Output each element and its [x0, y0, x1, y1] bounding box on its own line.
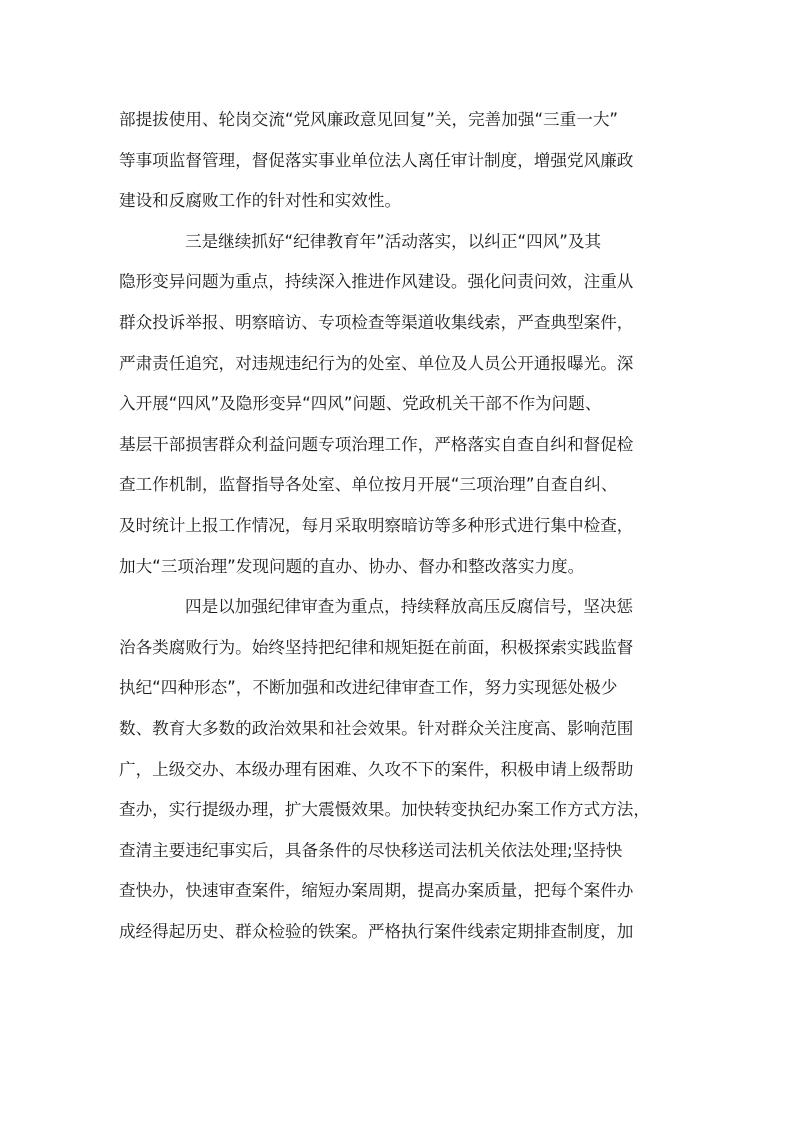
text-line: 部提拔使用、轮岗交流“党风廉政意见回复”关，完善加强“三重一大”: [119, 110, 619, 129]
text-line: 查工作机制，监督指导各处室、单位按月开展“三项治理”自查自纠、: [119, 475, 618, 495]
text-line: 查快办，快速审查案件，缩短办案周期，提高办案质量，把每个案件办: [119, 881, 634, 901]
document-body: [119, 100, 679, 952]
text-line: 数、教育大多数的政治效果和社会效果。针对群众关注度高、影响范围: [119, 718, 634, 738]
text-line: 执纪“四种形态”，不断加强和改进纪律审查工作，努力实现惩处极少: [119, 678, 618, 698]
paragraph-point-four: [119, 587, 679, 952]
text-line: 入开展“四风”及隐形变异“四风”问题、党政机关干部不作为问题、: [119, 394, 602, 414]
text-line: 治各类腐败行为。始终坚持把纪律和规矩挺在前面，积极探索实践监督: [119, 637, 634, 657]
text-line: 等事项监督管理，督促落实事业单位法人离任审计制度，增强党风廉政: [119, 150, 634, 170]
text-line: 群众投诉举报、明察暗访、专项检查等渠道收集线索，严查典型案件，: [119, 312, 634, 332]
text-line: 建设和反腐败工作的针对性和实效性。: [119, 191, 402, 211]
text-line: 及时统计上报工作情况，每月采取明察暗访等多种形式进行集中检查，: [119, 515, 634, 535]
text-line: 查办，实行提级办理，扩大震慑效果。加快转变执纪办案工作方式方法，: [119, 800, 650, 820]
text-line: 查清主要违纪事实后，具备条件的尽快移送司法机关依法处理;坚持快: [119, 840, 623, 860]
text-line: 基层干部损害群众利益问题专项治理工作，严格落实自查自纠和督促检: [119, 434, 634, 454]
text-line: 严肃责任追究，对违规违纪行为的处室、单位及人员公开通报曝光。深: [119, 353, 634, 373]
text-line: 加大“三项治理”发现问题的直办、协办、督办和整改落实力度。: [119, 556, 585, 576]
text-line: 隐形变异问题为重点，持续深入推进作风建设。强化问责问效，注重从: [119, 272, 634, 292]
text-line: 四是以加强纪律审查为重点，持续释放高压反腐信号，坚决惩: [185, 597, 634, 617]
text-line: 成经得起历史、群众检验的铁案。严格执行案件线索定期排查制度，加: [119, 921, 634, 941]
paragraph-point-three: [119, 222, 679, 587]
text-line: 三是继续抓好“纪律教育年”活动落实，以纠正“四风”及其: [185, 231, 602, 251]
text-line: 广，上级交办、本级办理有困难、久攻不下的案件，积极申请上级帮助: [119, 759, 634, 779]
paragraph-continuation: [119, 100, 679, 222]
